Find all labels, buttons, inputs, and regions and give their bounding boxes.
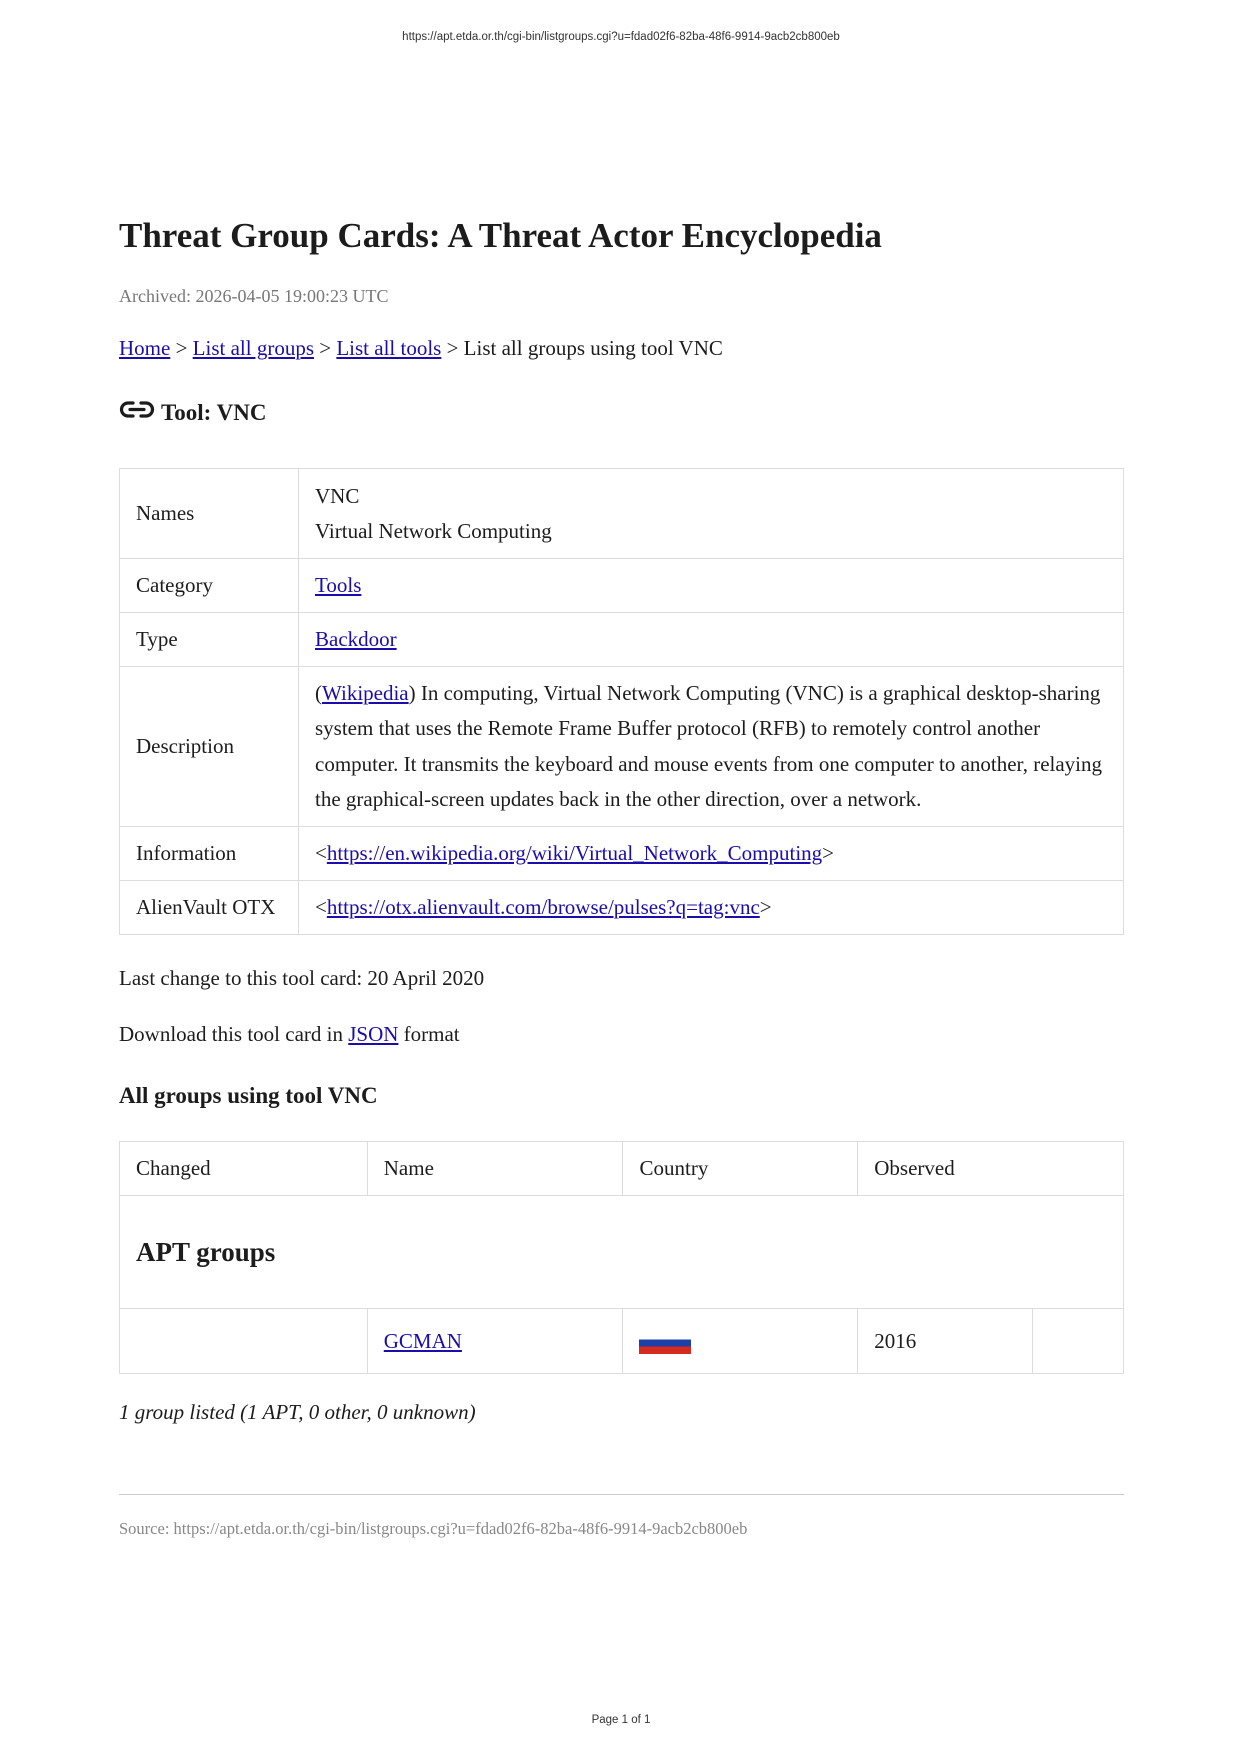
- category-label: Category: [120, 559, 299, 613]
- table-row: [120, 1309, 1124, 1374]
- table-header-row: [120, 1142, 1124, 1196]
- column-header-changed: Changed: [120, 1142, 368, 1196]
- category-link[interactable]: Tools: [315, 573, 362, 597]
- angle-close: >: [759, 895, 772, 919]
- divider: [119, 1494, 1124, 1495]
- section-title: APT groups: [120, 1196, 1124, 1309]
- paren-open: (: [315, 680, 322, 705]
- names-values: [299, 469, 1124, 559]
- column-header-observed: Observed: [858, 1142, 1124, 1196]
- empty-cell: [1033, 1309, 1124, 1374]
- name-value: VNC: [315, 483, 360, 508]
- breadcrumb-separator: >: [314, 336, 337, 360]
- table-row: [120, 559, 1124, 613]
- angle-close: >: [822, 841, 834, 865]
- breadcrumb-list-tools-link[interactable]: List all tools: [336, 336, 442, 360]
- page-title: Threat Group Cards: A Threat Actor Encyclopedia: [119, 216, 882, 255]
- otx-value: [299, 881, 1124, 935]
- changed-cell: [120, 1309, 368, 1374]
- download-line: [119, 1022, 460, 1047]
- groups-summary: 1 group listed (1 APT, 0 other, 0 unknown): [119, 1400, 476, 1424]
- type-link[interactable]: Backdoor: [315, 627, 397, 651]
- download-suffix: format: [398, 1022, 460, 1046]
- observed-cell: 2016: [858, 1309, 1033, 1374]
- type-label: Type: [120, 613, 299, 667]
- category-value: [299, 559, 1124, 613]
- information-link[interactable]: https://en.wikipedia.org/wiki/Virtual_Network_Computing: [326, 841, 823, 865]
- breadcrumb-separator: >: [170, 336, 193, 360]
- description-value: [299, 667, 1124, 827]
- groups-table: [119, 1141, 1124, 1374]
- tool-heading: [119, 400, 266, 426]
- description-text: ) In computing, Virtual Network Computing (VNC) is a graphical desktop-sharing system that uses the Remote Frame Buffer protocol (RFB) to remotely control another computer. It transmits the keyboard and mouse events from one computer to another, relaying the graphical-screen updates back in the other direction, over a network.: [315, 680, 1103, 811]
- table-row: [120, 469, 1124, 559]
- otx-link[interactable]: https://otx.alienvault.com/browse/pulses?q=tag:vnc: [326, 895, 760, 919]
- download-prefix: Download this tool card in: [119, 1022, 349, 1046]
- table-row: [120, 613, 1124, 667]
- groups-heading: All groups using tool VNC: [119, 1083, 378, 1108]
- wikipedia-link[interactable]: Wikipedia: [322, 680, 409, 705]
- country-cell: [623, 1309, 858, 1374]
- last-change-text: Last change to this tool card: 20 April 2020: [119, 966, 485, 990]
- tool-heading-text: Tool: VNC: [161, 400, 267, 425]
- information-label: Information: [120, 827, 299, 881]
- link-icon: [119, 398, 155, 424]
- section-row: [120, 1196, 1124, 1309]
- print-header-url: https://apt.etda.or.th/cgi-bin/listgroups.cgi?u=fdad02f6-82ba-48f6-9914-9acb2cb800eb: [402, 31, 840, 43]
- breadcrumb: [119, 336, 723, 361]
- json-download-link[interactable]: JSON: [348, 1022, 399, 1046]
- names-label: Names: [120, 469, 299, 559]
- tool-info-table: [119, 468, 1124, 935]
- angle-open: <: [315, 895, 327, 919]
- breadcrumb-current: > List all groups using tool VNC: [441, 336, 723, 360]
- table-row: [120, 881, 1124, 935]
- angle-open: <: [315, 841, 327, 865]
- russia-flag-icon: [639, 1332, 691, 1354]
- column-header-country: Country: [623, 1142, 858, 1196]
- table-row: [120, 667, 1124, 827]
- description-label: Description: [120, 667, 299, 827]
- group-link[interactable]: GCMAN: [383, 1328, 462, 1353]
- otx-label: AlienVault OTX: [120, 881, 299, 935]
- name-value: Virtual Network Computing: [315, 518, 552, 543]
- column-header-name: Name: [367, 1142, 623, 1196]
- source-line: Source: https://apt.etda.or.th/cgi-bin/listgroups.cgi?u=fdad02f6-82ba-48f6-9914-9acb2cb800eb: [119, 1519, 748, 1538]
- type-value: [299, 613, 1124, 667]
- breadcrumb-list-groups-link[interactable]: List all groups: [192, 336, 314, 360]
- archived-timestamp: Archived: 2026-04-05 19:00:23 UTC: [119, 286, 389, 306]
- breadcrumb-home-link[interactable]: Home: [119, 336, 171, 360]
- table-row: [120, 827, 1124, 881]
- page-number: Page 1 of 1: [591, 1714, 651, 1726]
- name-cell: [367, 1309, 623, 1374]
- information-value: [299, 827, 1124, 881]
